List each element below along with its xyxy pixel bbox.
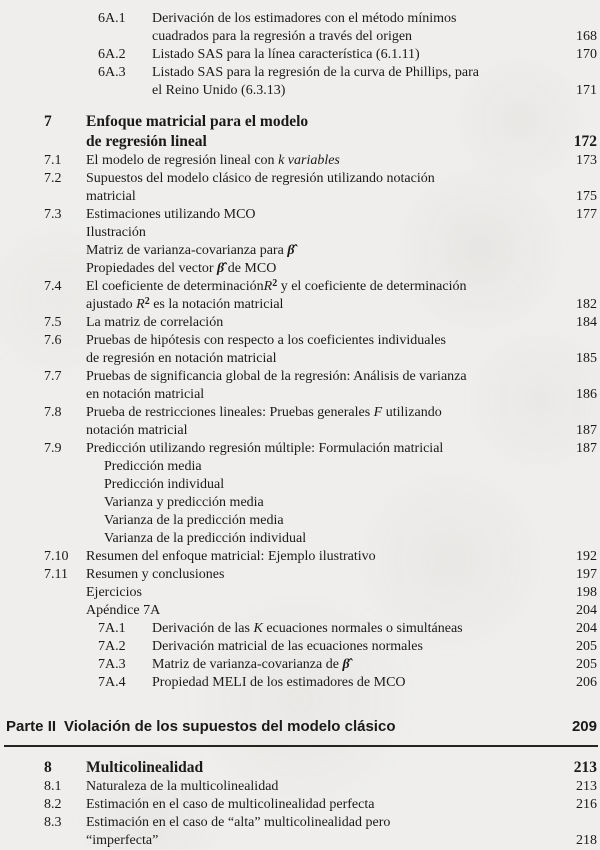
- entry-text: [104, 512, 600, 530]
- entry-text: [86, 132, 553, 152]
- text-run: Listado SAS para la línea característica (6.1.11): [152, 47, 420, 62]
- page-number: 205: [576, 639, 597, 654]
- part-page-number: 209: [571, 718, 597, 735]
- entry-number: 7.8: [44, 405, 62, 420]
- entry-number: 8.2: [44, 797, 62, 812]
- entry-text: [86, 778, 553, 796]
- toc-row: [0, 620, 600, 638]
- toc-row: [0, 46, 600, 64]
- text-run: Pruebas de significancia global de la regresión: Análisis de varianza: [86, 369, 467, 384]
- toc-row: [0, 548, 600, 566]
- text-run: Multicolinealidad: [86, 759, 204, 776]
- text-run: Propiedad MELI de los estimadores de MCO: [152, 675, 406, 690]
- page-number: 205: [576, 657, 597, 672]
- entry-text: [86, 602, 553, 620]
- entry-text: [104, 530, 600, 548]
- text-run: Matriz de varianza-covarianza de: [152, 657, 343, 672]
- entry-text: [152, 64, 600, 82]
- toc-row: [0, 796, 600, 814]
- text-run: β̂: [217, 261, 225, 276]
- text-run: K: [253, 621, 263, 636]
- text-run: Varianza y predicción media: [104, 495, 264, 510]
- entry-text: [152, 620, 553, 638]
- entry-number: 7.5: [44, 315, 62, 330]
- toc-row: [0, 152, 600, 170]
- text-run: Supuestos del modelo clásico de regresión utilizando notación: [86, 171, 435, 186]
- entry-number: 8: [44, 759, 52, 776]
- toc-row: [0, 188, 600, 206]
- toc-row: [0, 112, 600, 132]
- toc-rows-chapter-8: [0, 758, 600, 850]
- entry-text: [86, 584, 553, 602]
- text-run: Predicción utilizando regresión múltiple: Formulación matricial: [86, 441, 444, 456]
- toc-row: [0, 332, 600, 350]
- text-run: Varianza de la predicción individual: [104, 531, 307, 546]
- page-number: 186: [576, 387, 597, 402]
- entry-text: [86, 758, 553, 778]
- toc-row: [0, 476, 600, 494]
- page-number: 182: [576, 297, 597, 312]
- toc-row: [0, 224, 600, 242]
- page-number: 170: [576, 47, 597, 62]
- entry-number: 7.4: [44, 279, 62, 294]
- toc-row: [0, 368, 600, 386]
- toc-row: [0, 132, 600, 152]
- entry-number: 6A.3: [98, 65, 126, 80]
- text-run: Predicción media: [104, 459, 202, 474]
- entry-number: 7.3: [44, 207, 62, 222]
- text-run: R: [136, 297, 145, 312]
- text-run: Predicción individual: [104, 477, 225, 492]
- toc-row: [0, 260, 600, 278]
- text-run: cuadrados para la regresión a través del origen: [152, 29, 413, 44]
- entry-text: [86, 224, 600, 242]
- toc-row: [0, 64, 600, 82]
- text-run: Resumen y conclusiones: [86, 567, 225, 582]
- entry-text: [152, 638, 553, 656]
- toc-row: [0, 758, 600, 778]
- page-number: 173: [576, 153, 597, 168]
- entry-number: 7: [44, 113, 52, 130]
- entry-text: [86, 188, 553, 206]
- text-run: de regresión en notación matricial: [86, 351, 277, 366]
- text-run: β̂: [342, 657, 350, 672]
- entry-text: [152, 28, 553, 46]
- text-run: β̂: [287, 243, 295, 258]
- entry-text: [86, 440, 553, 458]
- page-number: 213: [576, 779, 597, 794]
- toc-row: [0, 422, 600, 440]
- entry-text: [104, 494, 600, 512]
- entry-text: [152, 656, 553, 674]
- page-number: 198: [576, 585, 597, 600]
- toc-row: [0, 512, 600, 530]
- entry-number: 7.2: [44, 171, 62, 186]
- entry-number: 7.1: [44, 153, 62, 168]
- entry-number: 7A.4: [98, 675, 126, 690]
- toc-page: [0, 10, 600, 850]
- toc-row: [0, 278, 600, 296]
- entry-text: [86, 314, 553, 332]
- text-run: Prueba de restricciones lineales: Pruebas generales: [86, 405, 374, 420]
- entry-text: [152, 82, 553, 100]
- page-number: 177: [576, 207, 597, 222]
- part-heading: [0, 718, 600, 736]
- entry-number: 6A.2: [98, 47, 126, 62]
- entry-text: [86, 260, 600, 278]
- text-run: de regresión lineal: [86, 133, 207, 150]
- page-number: 168: [576, 29, 597, 44]
- entry-number: 8.3: [44, 815, 62, 830]
- entry-text: [86, 566, 553, 584]
- entry-text: [86, 242, 600, 260]
- entry-text: [86, 296, 553, 314]
- text-run: Apéndice 7A: [86, 603, 161, 618]
- text-run: R: [263, 279, 273, 294]
- page-number: 172: [573, 133, 597, 150]
- toc-row: [0, 602, 600, 620]
- text-run: Listado SAS para la regresión de la curva de Phillips, para: [152, 65, 479, 80]
- toc-row: [0, 28, 600, 46]
- text-run: es la notación matricial: [149, 297, 284, 312]
- text-run: 2: [144, 296, 150, 307]
- page-number: 197: [576, 567, 597, 582]
- text-run: El coeficiente de determinación: [86, 279, 264, 294]
- text-run: Estimación en el caso de multicolinealidad perfecta: [86, 797, 375, 812]
- page-number: 185: [576, 351, 597, 366]
- text-run: “imperfecta”: [86, 833, 159, 848]
- toc-row: [0, 530, 600, 548]
- toc-row: [0, 674, 600, 692]
- entry-text: [152, 46, 553, 64]
- toc-row: [0, 566, 600, 584]
- toc-row: [0, 170, 600, 188]
- toc-row: [0, 584, 600, 602]
- text-run: notación matricial: [86, 423, 188, 438]
- toc-row: [0, 458, 600, 476]
- page-number: 192: [576, 549, 597, 564]
- text-run: de MCO: [224, 261, 277, 276]
- entry-text: [86, 350, 553, 368]
- entry-text: [86, 278, 600, 296]
- toc-row: [0, 82, 600, 100]
- text-run: Enfoque matricial para el modelo: [86, 113, 309, 130]
- page-number: 187: [576, 423, 597, 438]
- section-divider: [4, 745, 598, 747]
- entry-text: [86, 386, 553, 404]
- toc-row: [0, 656, 600, 674]
- text-run: Resumen del enfoque matricial: Ejemplo ilustrativo: [86, 549, 376, 564]
- text-run: ecuaciones normales o simultáneas: [262, 621, 463, 636]
- page-number: 187: [576, 441, 597, 456]
- text-run: Derivación matricial de las ecuaciones normales: [152, 639, 423, 654]
- text-run: Ilustración: [86, 225, 146, 240]
- text-run: Varianza de la predicción media: [104, 513, 284, 528]
- text-run: matricial: [86, 189, 136, 204]
- page-number: 218: [576, 833, 597, 848]
- text-run: ajustado: [86, 297, 137, 312]
- page-number: 204: [576, 603, 597, 618]
- entry-text: [152, 10, 600, 28]
- text-run: Derivación de los estimadores con el método mínimos: [152, 11, 457, 26]
- part-title: Violación de los supuestos del modelo clásico: [64, 718, 396, 735]
- page-number: 171: [576, 83, 597, 98]
- page-number: 204: [576, 621, 597, 636]
- page-number: 206: [576, 675, 597, 690]
- toc-row: [0, 832, 600, 850]
- text-run: El modelo de regresión lineal con: [86, 153, 279, 168]
- part-number: Parte II: [6, 718, 57, 735]
- entry-number: 7.7: [44, 369, 62, 384]
- text-run: y el coeficiente de determinación: [277, 279, 467, 294]
- entry-text: [86, 548, 553, 566]
- entry-number: 7A.1: [98, 621, 126, 636]
- text-run: Pruebas de hipótesis con respecto a los coeficientes individuales: [86, 333, 447, 348]
- toc-row: [0, 814, 600, 832]
- text-run: La matriz de correlación: [86, 315, 224, 330]
- entry-text: [86, 152, 553, 170]
- entry-number: 7.6: [44, 333, 62, 348]
- entry-text: [152, 674, 553, 692]
- entry-text: [86, 422, 553, 440]
- entry-number: 7A.3: [98, 657, 126, 672]
- text-run: utilizando: [382, 405, 442, 420]
- toc-row: [0, 296, 600, 314]
- text-run: Propiedades del vector: [86, 261, 218, 276]
- text-run: 2: [272, 278, 278, 289]
- text-run: k variables: [278, 153, 340, 168]
- entry-text: [86, 368, 600, 386]
- toc-row: [0, 494, 600, 512]
- page-number: 184: [576, 315, 597, 330]
- entry-text: [86, 404, 600, 422]
- entry-number: 7.11: [44, 567, 68, 582]
- text-run: F: [373, 405, 383, 420]
- entry-text: [86, 170, 600, 188]
- text-run: en notación matricial: [86, 387, 205, 402]
- page-number: 216: [576, 797, 597, 812]
- entry-number: 6A.1: [98, 11, 126, 26]
- entry-text: [104, 476, 600, 494]
- page-number: 175: [576, 189, 597, 204]
- toc-row: [0, 10, 600, 28]
- toc-rows-chapter-6-7: [0, 10, 600, 692]
- text-run: Ejercicios: [86, 585, 142, 600]
- text-run: Matriz de varianza-covarianza para: [86, 243, 288, 258]
- toc-row: [0, 440, 600, 458]
- toc-row: [0, 404, 600, 422]
- toc-row: [0, 350, 600, 368]
- text-run: Naturaleza de la multicolinealidad: [86, 779, 279, 794]
- toc-row: [0, 314, 600, 332]
- toc-row: [0, 242, 600, 260]
- entry-text: [86, 112, 600, 132]
- entry-text: [86, 206, 553, 224]
- entry-number: 8.1: [44, 779, 62, 794]
- page-number: 213: [573, 759, 597, 776]
- entry-text: [104, 458, 600, 476]
- toc-row: [0, 206, 600, 224]
- text-run: el Reino Unido (6.3.13): [152, 83, 286, 98]
- text-run: Estimaciones utilizando MCO: [86, 207, 256, 222]
- entry-text: [86, 332, 600, 350]
- toc-row: [0, 778, 600, 796]
- text-run: Derivación de las: [152, 621, 254, 636]
- text-run: Estimación en el caso de “alta” multicolinealidad pero: [86, 815, 391, 830]
- entry-number: 7.10: [44, 549, 69, 564]
- entry-text: [86, 832, 553, 850]
- entry-number: 7.9: [44, 441, 62, 456]
- entry-text: [86, 814, 600, 832]
- toc-row: [0, 386, 600, 404]
- entry-number: 7A.2: [98, 639, 126, 654]
- toc-row: [0, 638, 600, 656]
- entry-text: [86, 796, 553, 814]
